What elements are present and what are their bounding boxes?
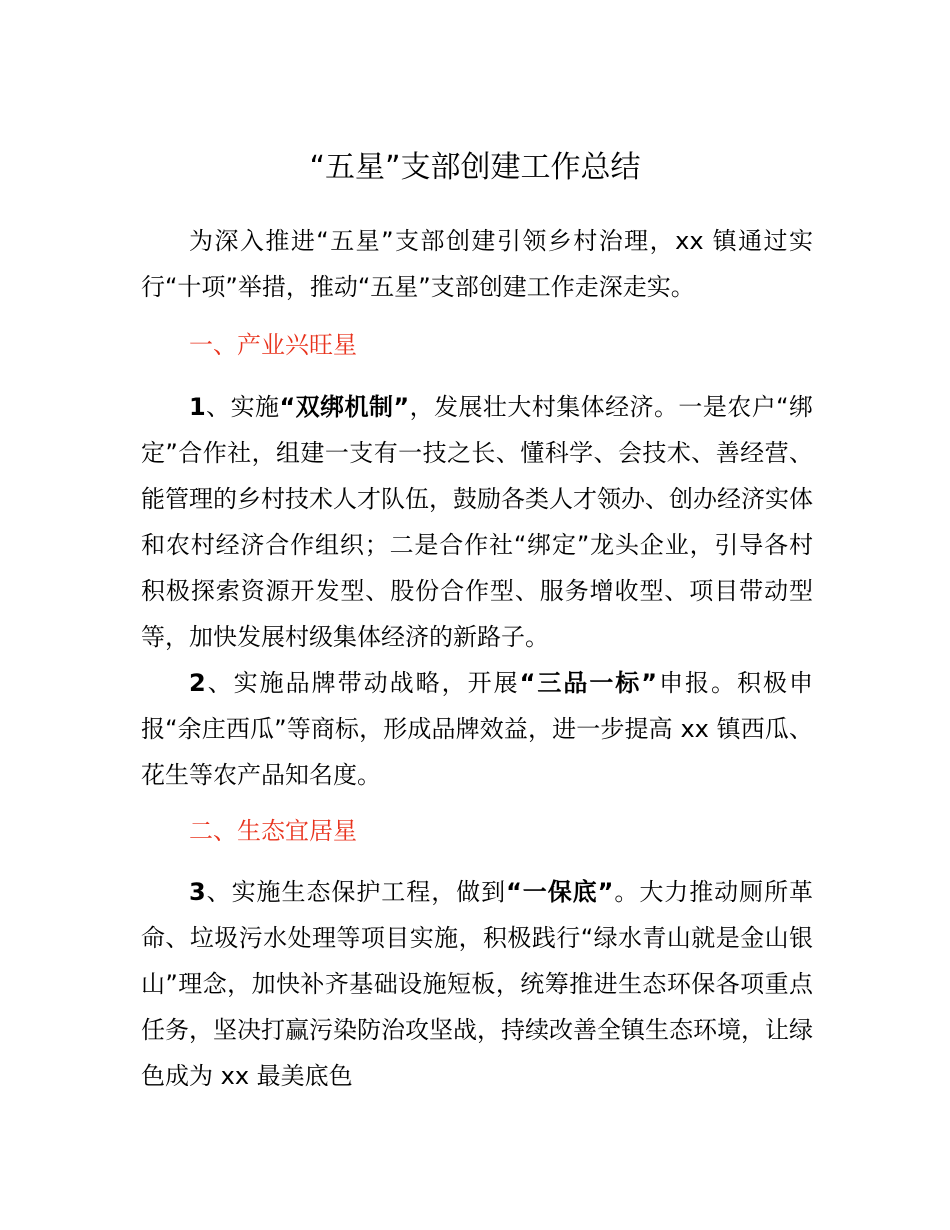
section-heading-industry: 一、产业兴旺星 bbox=[189, 331, 357, 359]
item-number: 1 bbox=[189, 393, 206, 421]
intro-paragraph: 为深入推进“五星”支部创建引领乡村治理，xx 镇通过实行“十项”举措，推动“五星”支部创建工作走深走实。 bbox=[141, 227, 813, 301]
item-text: ，发展壮大村集体经济。一是农户“绑定”合作社，组建一支有一技之长、懂科学、会技术、善经营、能管理的乡村技术人才队伍，鼓励各类人才领办、创办经济实体和农村经济合作组织；二是合作社“绑定”龙头企业，引导各村积极探索资源开发型、股份合作型、服务增收型、项目带动型等，加快发展村级集体经济的新路子。 bbox=[141, 393, 814, 651]
document-title: “五星”支部创建工作总结 bbox=[309, 150, 641, 185]
item-lead: 、实施品牌带动战略，开展 bbox=[205, 669, 520, 697]
section-heading-ecology: 二、生态宜居星 bbox=[189, 817, 357, 845]
item-bold-phrase: “一保底” bbox=[506, 878, 614, 906]
item-lead: 、实施生态保护工程，做到 bbox=[205, 878, 507, 906]
item-number: 3 bbox=[189, 878, 206, 906]
item-text: 申报。积极申报“余庄西瓜”等商标，形成品牌效益，进一步提高 xx 镇西瓜、花生等农产品知名度。 bbox=[141, 669, 814, 789]
item-paragraph-2 bbox=[141, 660, 813, 798]
item-bold-phrase: “双绑机制” bbox=[279, 393, 410, 421]
item-text: 。大力推动厕所革命、垃圾污水处理等项目实施，积极践行“绿水青山就是金山银山”理念，加快补齐基础设施短板，统筹推进生态环保各项重点任务，坚决打赢污染防治攻坚战，持续改善全镇生态环境，让绿色成为 xx 最美底色 bbox=[141, 878, 814, 1090]
item-number: 2 bbox=[189, 669, 206, 697]
item-bold-phrase: “三品一标” bbox=[519, 669, 658, 697]
item-lead: 、实施 bbox=[205, 393, 280, 421]
item-paragraph-3 bbox=[141, 869, 813, 1099]
item-paragraph-1 bbox=[141, 384, 813, 660]
